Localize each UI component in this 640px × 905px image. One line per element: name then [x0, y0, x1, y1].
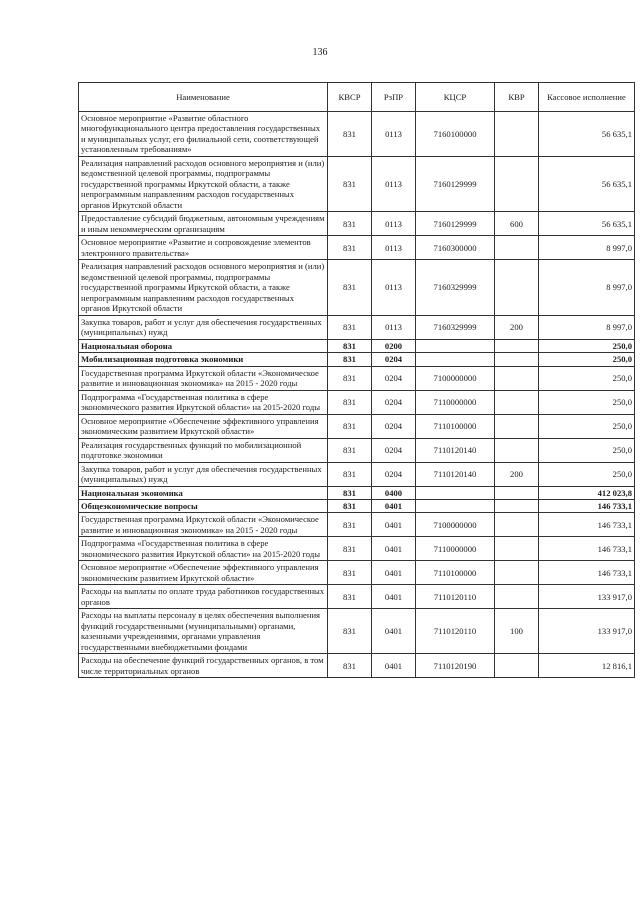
row-name: Расходы на выплаты по оплате труда работников государственных органов: [79, 585, 328, 609]
row-value: 12 816,1: [539, 654, 635, 678]
row-name: Национальная экономика: [79, 486, 328, 499]
table-row: [79, 353, 635, 366]
row-rzpr: 0204: [372, 390, 416, 414]
row-rzpr: 0401: [372, 561, 416, 585]
row-rzpr: 0113: [372, 315, 416, 339]
row-value: 146 733,1: [539, 537, 635, 561]
row-rzpr: 0401: [372, 513, 416, 537]
row-kvsr: 831: [328, 438, 372, 462]
budget-table: [78, 82, 635, 678]
column-header-kvsr: КВСР: [328, 83, 372, 112]
row-kvsr: 831: [328, 585, 372, 609]
row-kcsr: 7160300000: [416, 236, 495, 260]
row-rzpr: 0113: [372, 260, 416, 315]
row-kvr: 600: [495, 212, 539, 236]
row-kcsr: 7110000000: [416, 390, 495, 414]
table-row: [79, 414, 635, 438]
row-kvsr: 831: [328, 212, 372, 236]
row-value: 250,0: [539, 339, 635, 352]
row-name: Закупка товаров, работ и услуг для обеспечения государственных (муниципальных) нужд: [79, 315, 328, 339]
row-kvsr: 831: [328, 390, 372, 414]
row-kvr: [495, 414, 539, 438]
row-kvr: [495, 156, 539, 211]
row-value: 250,0: [539, 462, 635, 486]
row-name: Расходы на обеспечение функций государственных органов, в том числе территориальных органов: [79, 654, 328, 678]
column-header-rzpr: РзПР: [372, 83, 416, 112]
row-kvr: [495, 236, 539, 260]
column-header-cash-execution: Кассовое исполнение: [539, 83, 635, 112]
row-kcsr: 7110120110: [416, 585, 495, 609]
row-kvr: [495, 585, 539, 609]
table-row: [79, 486, 635, 499]
row-rzpr: 0200: [372, 339, 416, 352]
row-kcsr: 7100000000: [416, 366, 495, 390]
row-kvr: 200: [495, 315, 539, 339]
row-kvsr: 831: [328, 236, 372, 260]
row-kvsr: 831: [328, 315, 372, 339]
row-rzpr: 0401: [372, 609, 416, 654]
row-value: 250,0: [539, 438, 635, 462]
row-name: Основное мероприятие «Развитие областного многофункционального центра предоставления государственных и муниципальных услуг, его филиальной сети, соответствующей установленным требованиям»: [79, 112, 328, 157]
row-kvsr: 831: [328, 366, 372, 390]
row-kvsr: 831: [328, 414, 372, 438]
row-rzpr: 0204: [372, 353, 416, 366]
row-kvsr: 831: [328, 156, 372, 211]
row-value: 250,0: [539, 366, 635, 390]
row-kvsr: 831: [328, 609, 372, 654]
row-value: 56 635,1: [539, 212, 635, 236]
row-rzpr: 0113: [372, 112, 416, 157]
table-row: [79, 513, 635, 537]
row-name: Реализация государственных функций по мобилизационной подготовке экономики: [79, 438, 328, 462]
row-value: 56 635,1: [539, 112, 635, 157]
row-kvr: 100: [495, 609, 539, 654]
row-name: Государственная программа Иркутской области «Экономическое развитие и инновационная экономика» на 2015 - 2020 годы: [79, 513, 328, 537]
row-name: Основное мероприятие «Обеспечение эффективного управления экономическим развитием Иркутской области»: [79, 414, 328, 438]
row-rzpr: 0401: [372, 654, 416, 678]
column-header-name: Наименование: [79, 83, 328, 112]
row-kcsr: [416, 339, 495, 352]
row-kcsr: 7110000000: [416, 537, 495, 561]
row-rzpr: 0113: [372, 212, 416, 236]
table-row: [79, 609, 635, 654]
row-name: Мобилизационная подготовка экономики: [79, 353, 328, 366]
table-row: [79, 561, 635, 585]
row-value: 146 733,1: [539, 513, 635, 537]
row-kvr: [495, 366, 539, 390]
row-kvr: [495, 339, 539, 352]
row-kvr: [495, 513, 539, 537]
row-kvsr: 831: [328, 486, 372, 499]
row-value: 56 635,1: [539, 156, 635, 211]
row-name: Закупка товаров, работ и услуг для обеспечения государственных (муниципальных) нужд: [79, 462, 328, 486]
row-kcsr: 7110120110: [416, 609, 495, 654]
row-value: 133 917,0: [539, 585, 635, 609]
row-kcsr: 7160100000: [416, 112, 495, 157]
row-value: 250,0: [539, 390, 635, 414]
table-row: [79, 654, 635, 678]
row-kvsr: 831: [328, 462, 372, 486]
row-kvsr: 831: [328, 561, 372, 585]
table-row: [79, 212, 635, 236]
row-kcsr: 7160129999: [416, 212, 495, 236]
column-header-kvr: КВР: [495, 83, 539, 112]
row-value: 8 997,0: [539, 236, 635, 260]
row-kvr: [495, 499, 539, 512]
row-name: Основное мероприятие «Развитие и сопровождение элементов электронного правительства»: [79, 236, 328, 260]
row-kvsr: 831: [328, 499, 372, 512]
row-kvr: [495, 654, 539, 678]
row-name: Основное мероприятие «Обеспечение эффективного управления экономическим развитием Иркутской области»: [79, 561, 328, 585]
row-kcsr: 7110100000: [416, 414, 495, 438]
row-kcsr: 7110120140: [416, 462, 495, 486]
row-kcsr: 7160129999: [416, 156, 495, 211]
row-value: 8 997,0: [539, 315, 635, 339]
row-rzpr: 0113: [372, 156, 416, 211]
table-row: [79, 315, 635, 339]
table-row: [79, 112, 635, 157]
row-name: Подпрограмма «Государственная политика в сфере экономического развития Иркутской области» на 2015-2020 годы: [79, 390, 328, 414]
row-value: 133 917,0: [539, 609, 635, 654]
row-name: Предоставление субсидий бюджетным, автономным учреждениям и иным некоммерческим организациям: [79, 212, 328, 236]
table-row: [79, 438, 635, 462]
column-header-kcsr: КЦСР: [416, 83, 495, 112]
row-value: 250,0: [539, 414, 635, 438]
row-value: 250,0: [539, 353, 635, 366]
row-kvsr: 831: [328, 654, 372, 678]
row-kvsr: 831: [328, 112, 372, 157]
row-rzpr: 0401: [372, 499, 416, 512]
row-kcsr: [416, 499, 495, 512]
row-kcsr: 7110120190: [416, 654, 495, 678]
row-kvsr: 831: [328, 260, 372, 315]
row-name: Общеэкономические вопросы: [79, 499, 328, 512]
row-rzpr: 0113: [372, 236, 416, 260]
row-name: Государственная программа Иркутской области «Экономическое развитие и инновационная экономика» на 2015 - 2020 годы: [79, 366, 328, 390]
row-kcsr: 7100000000: [416, 513, 495, 537]
row-rzpr: 0401: [372, 585, 416, 609]
row-kvsr: 831: [328, 513, 372, 537]
row-name: Расходы на выплаты персоналу в целях обеспечения выполнения функций государственными (муниципальными) органами, казенными учреждениями, органами управления государственными внебюджетными фондами: [79, 609, 328, 654]
row-kcsr: 7160329999: [416, 315, 495, 339]
row-value: 146 733,1: [539, 499, 635, 512]
table-row: [79, 499, 635, 512]
row-rzpr: 0400: [372, 486, 416, 499]
row-name: Реализация направлений расходов основного мероприятия и (или) ведомственной целевой программы, подпрограммы государственной программы Иркутской области, а также непрограммным направлениям расходов государственных органов Иркутской области: [79, 260, 328, 315]
row-kvsr: 831: [328, 339, 372, 352]
row-value: 146 733,1: [539, 561, 635, 585]
row-value: 412 023,8: [539, 486, 635, 499]
table-row: [79, 156, 635, 211]
row-rzpr: 0204: [372, 462, 416, 486]
table-row: [79, 462, 635, 486]
row-kvsr: 831: [328, 353, 372, 366]
row-kcsr: [416, 486, 495, 499]
row-kvr: [495, 390, 539, 414]
row-kcsr: [416, 353, 495, 366]
table-row: [79, 585, 635, 609]
row-name: Подпрограмма «Государственная политика в сфере экономического развития Иркутской области» на 2015-2020 годы: [79, 537, 328, 561]
row-kcsr: 7160329999: [416, 260, 495, 315]
row-rzpr: 0204: [372, 366, 416, 390]
table-row: [79, 260, 635, 315]
table-header-row: [79, 83, 635, 112]
table-row: [79, 537, 635, 561]
row-kcsr: 7110120140: [416, 438, 495, 462]
row-kvr: [495, 438, 539, 462]
row-kvr: [495, 561, 539, 585]
row-kvr: [495, 112, 539, 157]
page-number: 136: [312, 47, 328, 58]
row-rzpr: 0401: [372, 537, 416, 561]
row-kvr: [495, 353, 539, 366]
row-value: 8 997,0: [539, 260, 635, 315]
table-row: [79, 366, 635, 390]
row-name: Национальная оборона: [79, 339, 328, 352]
row-kvr: [495, 260, 539, 315]
row-kvsr: 831: [328, 537, 372, 561]
row-rzpr: 0204: [372, 414, 416, 438]
row-kvr: 200: [495, 462, 539, 486]
row-rzpr: 0204: [372, 438, 416, 462]
table-row: [79, 236, 635, 260]
row-kvr: [495, 537, 539, 561]
row-kvr: [495, 486, 539, 499]
row-kcsr: 7110100000: [416, 561, 495, 585]
table-row: [79, 339, 635, 352]
table-row: [79, 390, 635, 414]
row-name: Реализация направлений расходов основного мероприятия и (или) ведомственной целевой программы, подпрограммы государственной программы Иркутской области, а также непрограммным направлениям расходов государственных органов Иркутской области: [79, 156, 328, 211]
